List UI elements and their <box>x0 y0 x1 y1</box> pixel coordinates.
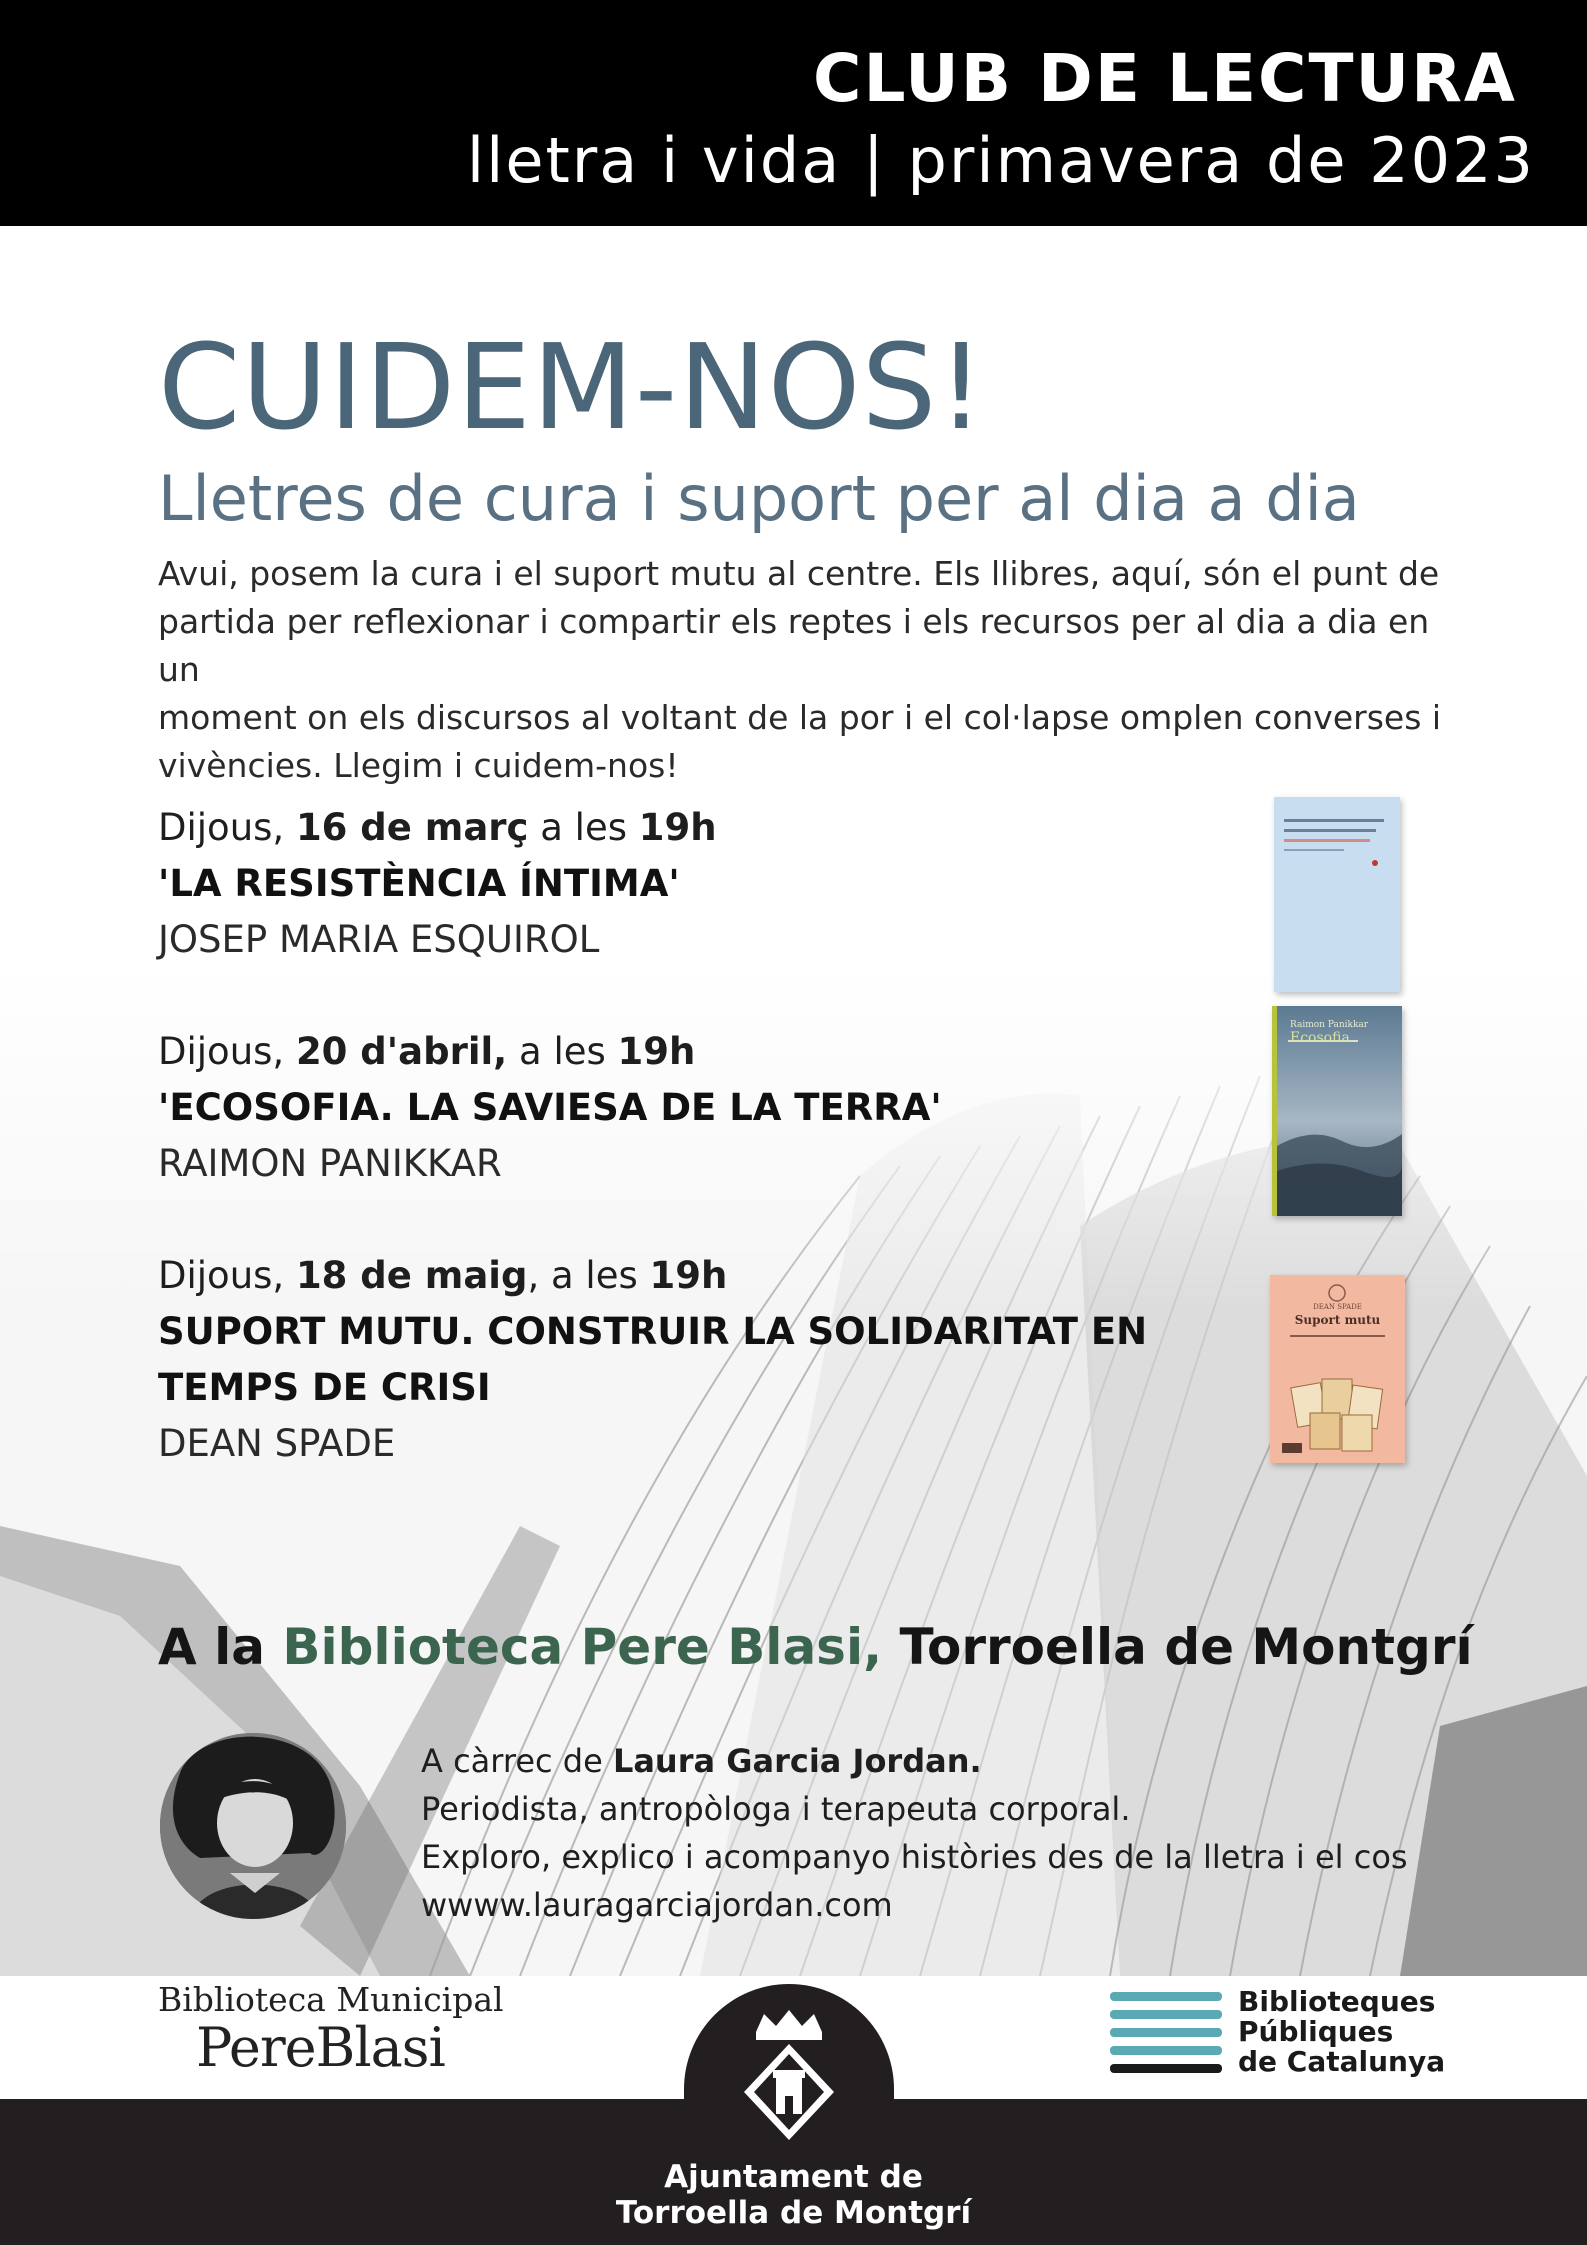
library-logo-name: PereBlasi <box>196 2016 445 2079</box>
session-author: RAIMON PANIKKAR <box>158 1142 502 1185</box>
council-name: Ajuntament de Torroella de Montgrí <box>615 2159 972 2231</box>
presenter-name-line: A càrrec de Laura Garcia Jordan. <box>421 1742 982 1780</box>
session-date: Dijous, 20 d'abril, a les 19h <box>158 1030 696 1073</box>
session-2 <box>158 1024 942 1192</box>
session-book-title: SUPORT MUTU. CONSTRUIR LA SOLIDARITAT EN <box>158 1310 1148 1353</box>
presenter-role: Periodista, antropòloga i terapeuta corporal. <box>421 1790 1131 1828</box>
session-1 <box>158 800 717 968</box>
session-book-title: 'ECOSOFIA. LA SAVIESA DE LA TERRA' <box>158 1086 942 1129</box>
cover-author: DEAN SPADE <box>1313 1303 1362 1311</box>
intro-text <box>158 550 1458 790</box>
presenter-avatar <box>160 1733 346 1919</box>
session-author: JOSEP MARIA ESQUIROL <box>158 918 600 961</box>
book-cover-resistencia <box>1274 797 1400 992</box>
intro-line: partida per reflexionar i compartir els reptes i els recursos per al dia a dia en un <box>158 602 1430 689</box>
presenter-info <box>421 1737 1408 1929</box>
bpc-logo-text: Biblioteques Públiques de Catalunya <box>1238 1985 1446 2078</box>
town-name: Torroella de Montgrí <box>899 1618 1473 1676</box>
session-book-title-cont: TEMPS DE CRISI <box>158 1366 491 1409</box>
session-3 <box>158 1248 1158 1472</box>
page-title: CUIDEM-NOS! <box>158 318 986 456</box>
presenter-description: Exploro, explico i acompanyo històries des de la lletra i el cos <box>421 1838 1408 1876</box>
cover-title: Ecosofia <box>1290 1030 1350 1046</box>
intro-line: vivències. Llegim i cuidem-nos! <box>158 746 679 785</box>
intro-line: moment on els discursos al voltant de la por i el col·lapse omplen converses i <box>158 698 1442 737</box>
session-author: DEAN SPADE <box>158 1422 396 1465</box>
header-banner <box>0 0 1587 226</box>
session-date: Dijous, 18 de maig, a les 19h <box>158 1254 728 1297</box>
session-date: Dijous, 16 de març a les 19h <box>158 806 717 849</box>
season-subtitle: lletra i vida | primavera de 2023 <box>466 124 1535 197</box>
page-subtitle: Lletres de cura i suport per al dia a dia <box>158 462 1360 535</box>
library-logo-top: Biblioteca Municipal <box>158 1980 504 2019</box>
venue-line: A la Biblioteca Pere Blasi, Torroella de Montgrí <box>158 1618 1473 1676</box>
coat-of-arms-icon <box>684 1984 894 2154</box>
book-cover-ecosofia <box>1272 1006 1402 1216</box>
cover-title: Suport mutu <box>1294 1313 1381 1327</box>
cover-author: Raimon Panikkar <box>1290 1020 1369 1030</box>
bpc-logo-icon <box>1110 1992 1230 2080</box>
library-name: Biblioteca Pere Blasi, <box>282 1618 883 1676</box>
book-cover-suport-mutu <box>1270 1275 1405 1463</box>
club-title: CLUB DE LECTURA <box>813 40 1517 117</box>
presenter-website[interactable]: wwww.lauragarciajordan.com <box>421 1886 893 1924</box>
intro-line: Avui, posem la cura i el suport mutu al centre. Els llibres, aquí, són el punt de <box>158 554 1440 593</box>
session-book-title: 'LA RESISTÈNCIA ÍNTIMA' <box>158 862 680 905</box>
